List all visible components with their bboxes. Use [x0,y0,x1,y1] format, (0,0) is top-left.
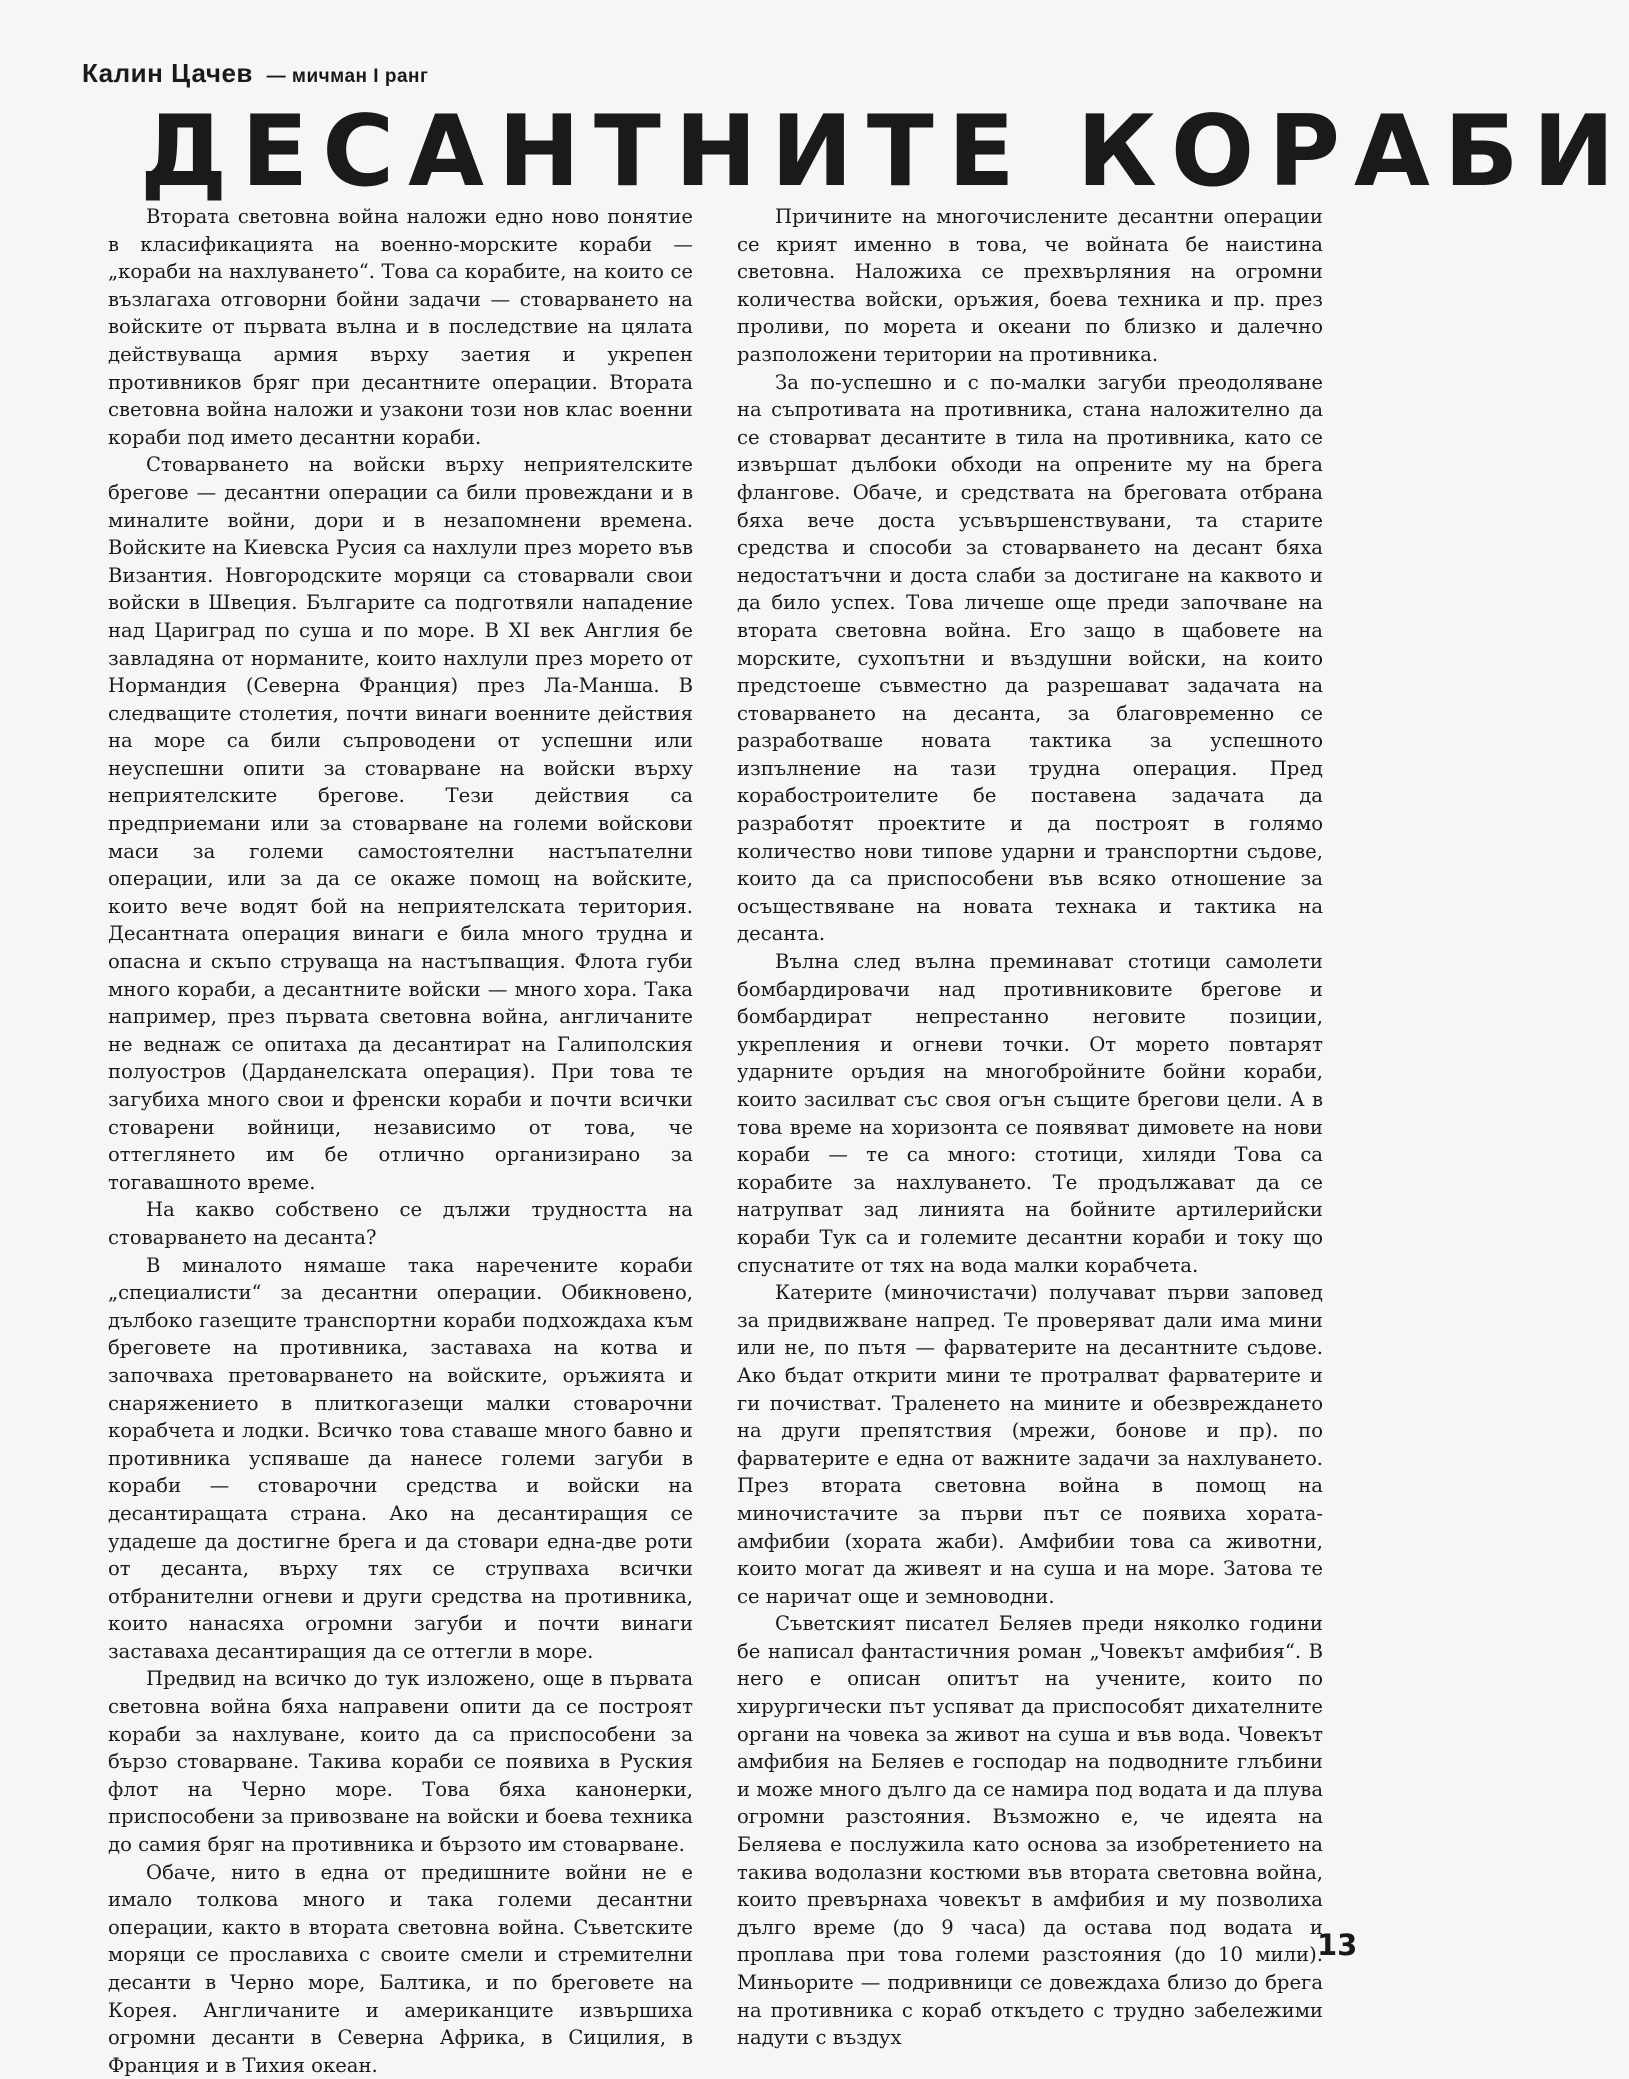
paragraph: Втората световна война наложи едно ново понятие в класификацията на военно-морските кораби — „кораби на нахлуването“. Това са корабите, на които се възлагаха отговорни бойни задачи — стоварването на войските от първата вълна и в последствие на цялата действуваща армия върху заетия и укрепен противников бряг при десантните операции. Втората световна война наложи и узакони този нов клас военни кораби под името десантни кораби. [108,205,693,449]
page-number: 13 [1317,1928,1358,1962]
article-title: ДЕСАНТНИТЕ КОРАБИ [140,95,1629,209]
author-name: Калин Цачев [82,58,253,88]
paragraph: Съветският писател Беляев преди няколко години бе написал фантастичния роман „Човекът амфибия“. В него е описан опитът на учените, които по хирургически път успяват да приспособят дихателните органи на човека за живот на суша и във вода. Човекът амфибия на Беляев е господар на подводните глъбини и може много дълго да се намира под водата и да плува огромни разстояния. Възможно е, че идеята на Беляева е послужила като основа за изобретението на такива водолазни костюми във втората световна война, които превърнаха човекът в амфибия и му позволиха дълго време (до 9 часа) да остава под водата и проплава при това големи разстояния (до 10 мили). Миньорите — подривници се довеждаха близо до брега на противника с кораб откъдето с трудно забележими надути с въздух [737,1612,1323,2050]
paragraph: Предвид на всичко до тук изложено, още в първата световна война бяха направени опити да се построят кораби за нахлуване, които да са приспособени за бързо стоварване. Такива кораби се появиха в Руския флот на Черно море. Това бяха канонерки, приспособени за привозване на войски и боева техника до самия бряг на противника и бързото им стоварване. [108,1667,693,1857]
paragraph: Вълна след вълна преминават стотици самолети бомбардировачи над противниковите брегове и бомбардират непрестанно неговите позиции, укрепления и огневи точки. От морето повтарят ударните оръдия на многобройните бойни кораби, които засилват със своя огън същите брегови цели. А в това време на хоризонта се появяват димовете на нови кораби — те са много: стотици, хиляди Това са корабите за нахлуването. Те продължават да се натрупват зад линията на бойните артилерийски кораби Тук са и големите десантни кораби и току що спуснатите от тях на вода малки корабчета. [737,950,1323,1277]
paragraph: Причините на многочислените десантни операции се крият именно в това, че войната бе наистина световна. Наложиха се прехвърляния на огромни количества войски, оръжия, боева техника и пр. през проливи, по морета и океани по близко и далечно разположени територии на противника. [737,205,1323,366]
paragraph: В миналото нямаше така наречените кораби „специалисти“ за десантни операции. Обикновено, дълбоко газещите транспортни кораби подхождаха към бреговете на противника, заставаха на котва и започваха претоварването на войските, оръжията и снаряжението в плиткогазещи малки стоварочни корабчета и лодки. Всичко това ставаше много бавно и противника успяваше да нанесе големи загуби в кораби — стоварочни средства и войски на десантиращата страна. Ако на десантиращия се удадеше да достигне брега и да стовари една-две роти от десанта, върху тях се струпваха всички отбранителни огневи и други средства на противника, които нанасяха огромни загуби и почти винаги заставаха десантиращия да се оттегли в море. [108,1253,693,1663]
paragraph: Обаче, нито в една от предишните войни не е имало толкова много и така големи десантни операции, както в втората световна война. Съветските моряци се прославиха с своите смели и стремителни десанти в Черно море, Балтика, и по бреговете на Корея. Англичаните и американците извършиха огромни десанти в Северна Африка, в Сицилия, в Франция и в Тихия океан. [108,1860,693,2077]
paragraph: Стоварването на войски върху неприятелските брегове — десантни операции са били провеждани и в миналите войни, дори и в незапомнени времена. Войските на Киевска Русия са нахлули през морето във Византия. Новгородските моряци са стоварвали свои войски в Швеция. Българите са подготвяли нападение над Цариград по суша и по море. В XI век Англия бе завладяна от норманите, които нахлули през морето от Нормандия (Северна Франция) през Ла-Манша. В следващите столетия, почти винаги военните действия на море са били съпроводени от успешни или неуспешни опити за стоварване на войски върху неприятелските брегове. Тези действия са предприемани или за стоварване на големи войскови маси за големи самостоятелни настъпателни операции, или за да се окаже помощ на войските, които вече водят бой на неприятелската територия. Десантната операция винаги е била много трудна и опасна и скъпо струваща на настъпващия. Флота губи много кораби, а десантните войски — много хора. Така например, през първата световна война, англичаните не веднаж се опитаха да десантират на Галиполския полуостров (Дарданелската операция). При това те загубиха много свои и френски кораби и почти всички стоварени войници, независимо от това, че оттеглянето им бе отлично организирано за тогавашното време. [108,453,693,1194]
paragraph: Катерите (миночистачи) получават първи заповед за придвижване напред. Те проверяват дали има мини или не, по пътя — фарватерите на десантните съдове. Ако бъдат открити мини те протралват фарватерите и ги почистват. Траленето на мините и обезвреждането на други препятствия (мрежи, бонове и пр). по фарватерите е една от важните задачи за нахлуването. През втората световна война в помощ на миночистачите за първи път се появиха хората-амфибии (хората жаби). Амфибии това са животни, които могат да живеят и на суша и на море. Затова те се наричат още и земноводни. [737,1281,1323,1608]
paragraph: За по-успешно и с по-малки загуби преодоляване на съпротивата на противника, стана наложително да се стоварват десантите в тила на противника, като се извършат дълбоки обходи на опрените му на брега флангове. Обаче, и средствата на бреговата отбрана бяха вече доста усъвършенствувани, та старите средства и способи за стоварването на десант бяха недостатъчни и доста слаби за достигане на каквото и да било успех. Това личеше още преди започване на втората световна война. Его защо в щабовете на морските, сухопътни и въздушни войски, на които предстоеше съвместно да разрешават задачата на стоварването на десанта, за благовременно се разработваше новата тактика за успешното изпълнение на тази трудна операция. Пред корабостроителите бе поставена задачата да разработят проектите и да построят в голямо количество нови типове ударни и транспортни съдове, които да са приспособени във всяко отношение за осъществяване на новата технака и тактика на десанта. [737,370,1323,946]
byline [82,58,428,89]
author-rank: — мичман I ранг [266,66,429,87]
paragraph: На какво собствено се дължи трудността на стоварването на десанта? [108,1198,693,1249]
right-column [737,203,1323,2052]
left-column [108,203,693,2079]
